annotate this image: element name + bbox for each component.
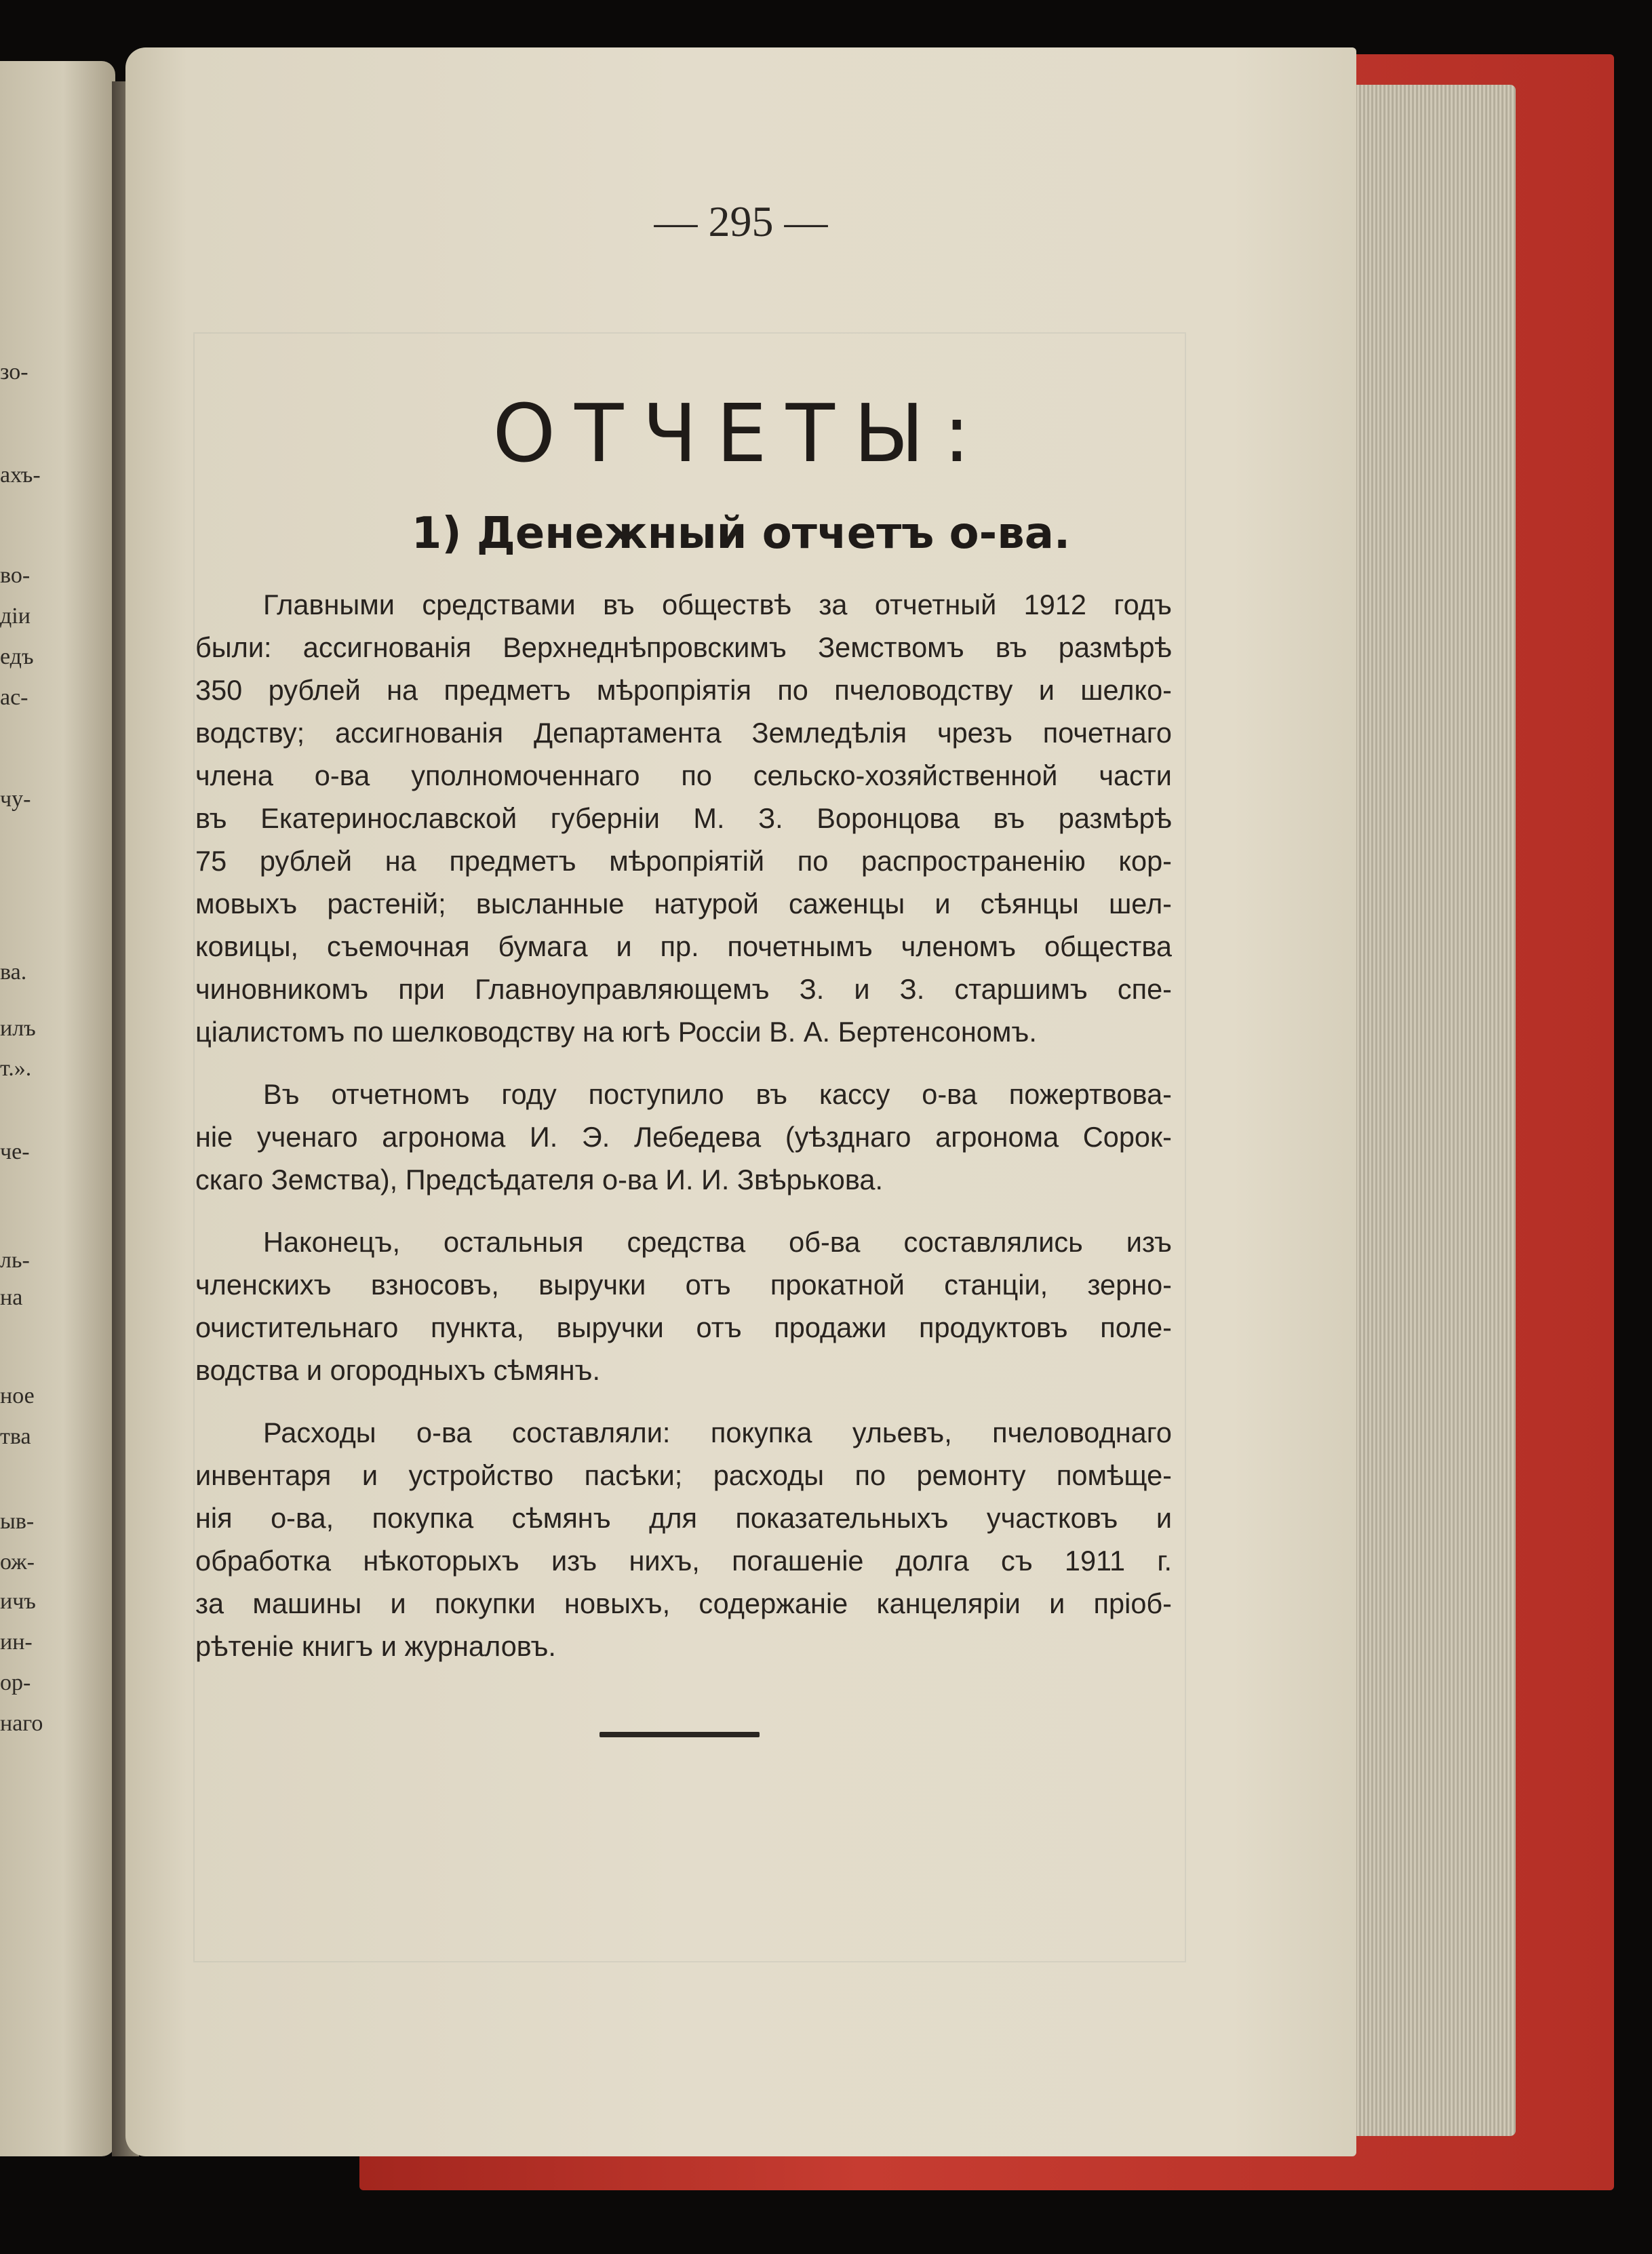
text-line: мовыхъ растеній; высланные натурой саженцы и сѣянцы шел- xyxy=(195,888,1172,920)
text-line: водства и огородныхъ сѣмянъ. xyxy=(195,1354,601,1386)
text-line: обработка нѣкоторыхъ изъ нихъ, погашеніе долга съ 1911 г. xyxy=(195,1545,1172,1577)
left-page-fragment: едъ xyxy=(0,644,34,669)
text-line: Расходы о-ва составляли: покупка ульевъ, пчеловоднаго xyxy=(263,1417,1172,1448)
text-line: 75 рублей на предметъ мѣропріятій по распространенію кор- xyxy=(195,845,1172,877)
text-line: ніе ученаго агронома И. Э. Лебедева (уѣзднаго агронома Сорок- xyxy=(195,1121,1172,1153)
paragraph xyxy=(195,583,1172,1053)
text-line: 350 рублей на предметъ мѣропріятія по пчеловодству и шелко- xyxy=(195,674,1172,706)
left-page-fragment: илъ xyxy=(0,1016,36,1041)
left-page-fragment: ва. xyxy=(0,960,27,985)
text-line: водству; ассигнованія Департамента Земледѣлія чрезъ почетнаго xyxy=(195,717,1172,749)
text-line: скаго Земства), Предсѣдателя о-ва И. И. Звѣрькова. xyxy=(195,1164,884,1195)
left-page-fragment: зо- xyxy=(0,359,28,384)
text-line: очистительнаго пункта, выручки отъ продажи продуктовъ поле- xyxy=(195,1311,1172,1343)
text-line: ціалистомъ по шелководству на югѣ Россіи В. А. Бертенсономъ. xyxy=(195,1016,1037,1048)
text-line: инвентаря и устройство пасѣки; расходы по ремонту помѣще- xyxy=(195,1459,1172,1491)
left-page-fragment: ин- xyxy=(0,1629,33,1655)
page-edges xyxy=(1353,85,1516,2136)
left-page-fragment: ичъ xyxy=(0,1589,36,1614)
paragraph xyxy=(195,1073,1172,1201)
left-page-fragment: т.». xyxy=(0,1056,32,1081)
text-line: члена о-ва уполномоченнаго по сельско-хозяйственной части xyxy=(195,759,1172,791)
section-divider xyxy=(599,1732,760,1737)
text-line: Главными средствами въ обществѣ за отчетный 1912 годъ xyxy=(263,589,1172,620)
page-number: — 295 — xyxy=(654,197,828,245)
left-page-fragment: на xyxy=(0,1285,23,1310)
left-page-fragment: ас- xyxy=(0,685,28,710)
left-page-fragment: тва xyxy=(0,1424,31,1449)
left-page-fragment: ож- xyxy=(0,1549,35,1575)
text-line: Наконецъ, остальныя средства об-ва составлялись изъ xyxy=(263,1226,1172,1258)
text-line: нія о-ва, покупка сѣмянъ для показательныхъ участковъ и xyxy=(195,1502,1172,1534)
text-line: членскихъ взносовъ, выручки отъ прокатной станціи, зерно- xyxy=(195,1269,1172,1301)
section-title: 1) Денежный отчетъ о-ва. xyxy=(411,509,1071,559)
text-line: въ Екатеринославской губерніи М. З. Воронцова въ размѣрѣ xyxy=(195,802,1172,834)
text-line: за машины и покупки новыхъ, содержаніе канцеляріи и пріоб- xyxy=(195,1587,1172,1619)
left-page-fragment: во- xyxy=(0,563,31,588)
left-page-fragment: ное xyxy=(0,1383,35,1408)
left-page-fragment: ыв- xyxy=(0,1509,35,1534)
left-page-fragment: наго xyxy=(0,1711,43,1736)
paragraph xyxy=(195,1411,1172,1667)
text-line: Въ отчетномъ году поступило въ кассу о-ва пожертвова- xyxy=(263,1078,1172,1110)
paragraph xyxy=(195,1221,1172,1391)
left-page-fragment: ор- xyxy=(0,1670,31,1695)
left-page-fragment: ль- xyxy=(0,1248,30,1273)
left-page xyxy=(0,61,115,2156)
text-line: рѣтеніе книгъ и журналовъ. xyxy=(195,1630,556,1662)
page-title: ОТЧЕТЫ: xyxy=(492,387,989,480)
text-line: были: ассигнованія Верхнеднѣпровскимъ Земствомъ въ размѣрѣ xyxy=(195,631,1172,663)
left-page-fragment: ахъ- xyxy=(0,462,41,488)
left-page-fragment: чу- xyxy=(0,787,31,812)
report-body xyxy=(195,583,1172,1687)
text-line: ковицы, съемочная бумага и пр. почетнымъ членомъ общества xyxy=(195,930,1172,962)
left-page-fragment: че- xyxy=(0,1139,30,1164)
left-page-fragment: діи xyxy=(0,604,31,629)
right-page xyxy=(125,47,1356,2156)
text-line: чиновникомъ при Главноуправляющемъ З. и З. старшимъ спе- xyxy=(195,973,1172,1005)
